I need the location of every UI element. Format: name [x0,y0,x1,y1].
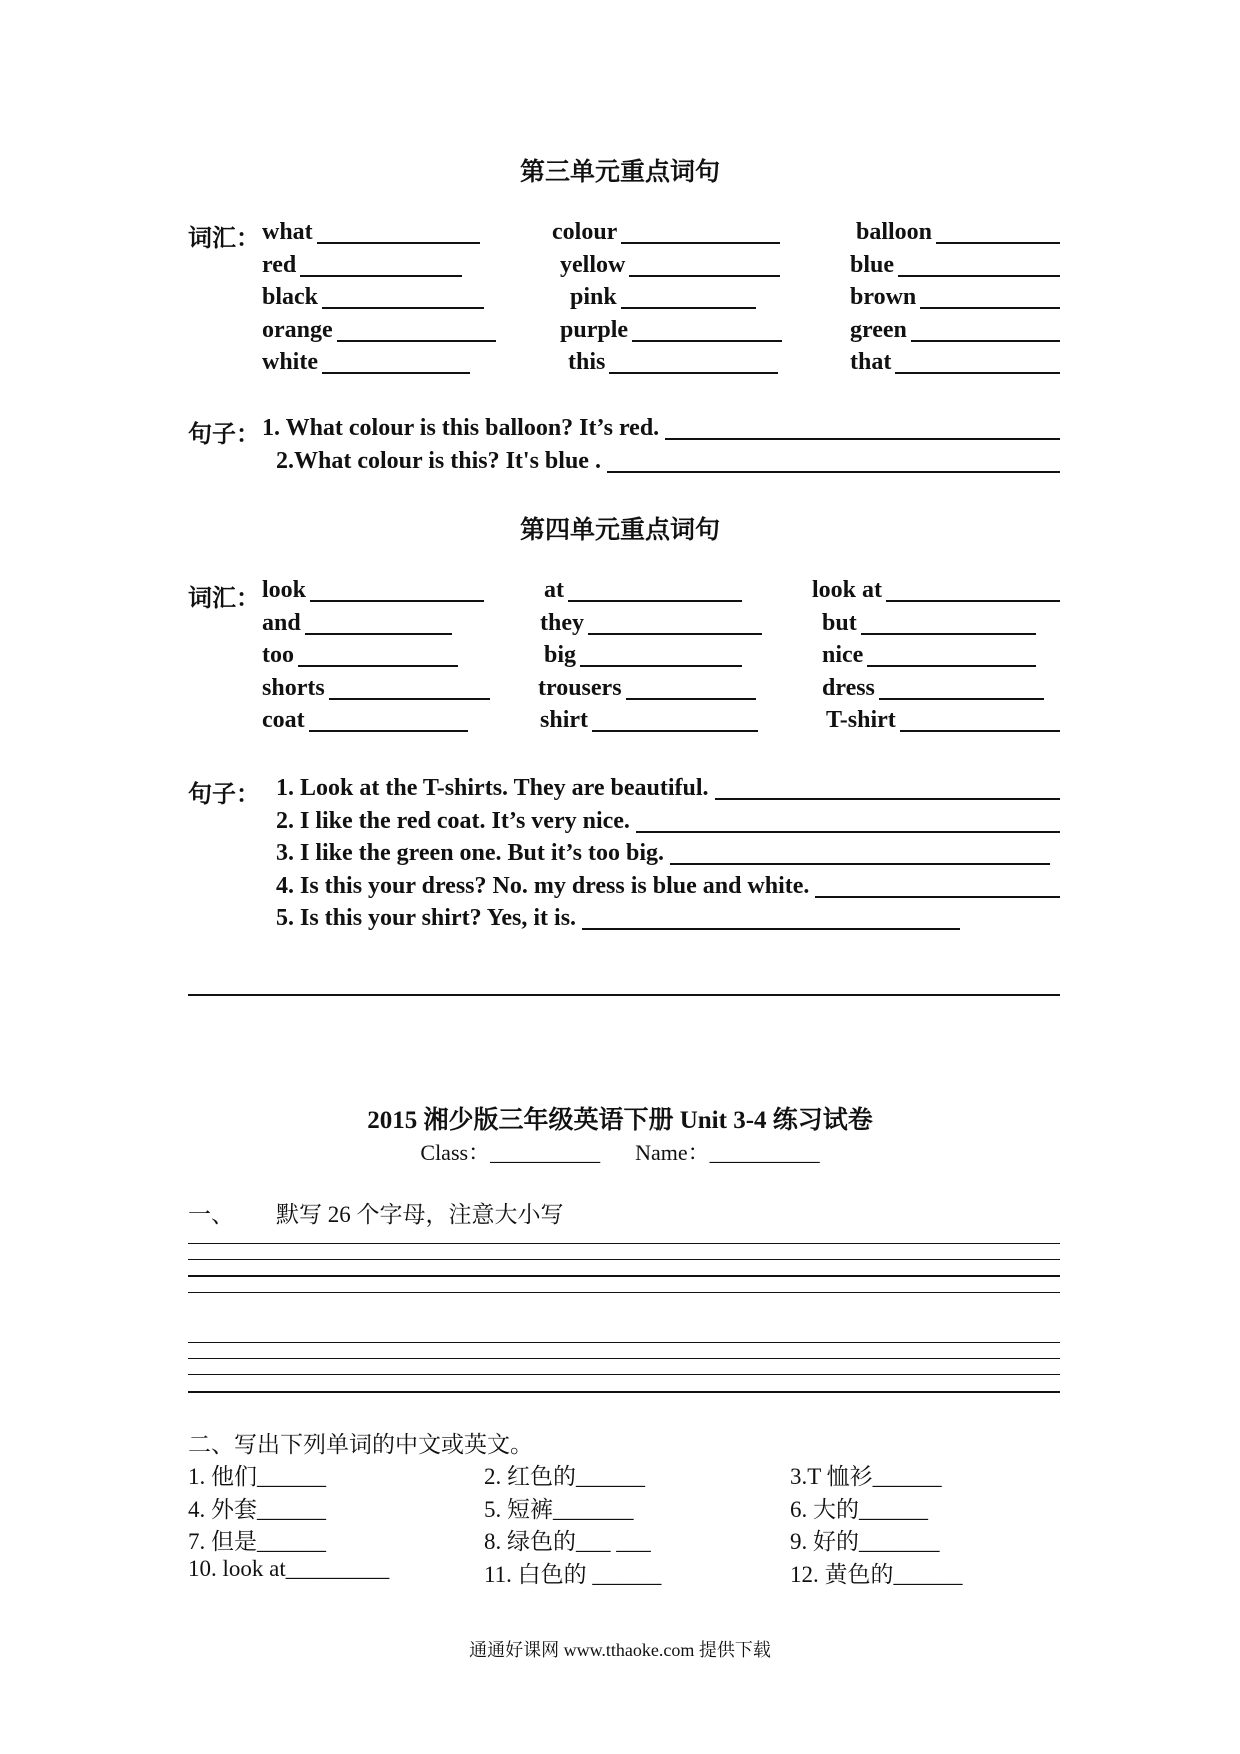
vocab-item [826,704,1060,734]
answer-blank[interactable] [920,307,1060,309]
answer-blank[interactable] [886,600,1060,602]
answer-blank[interactable] [337,340,496,342]
unit3-sentence-label: 句子： [188,422,260,448]
sentence-text: 4. Is this your dress? No. my dress is blue and white. [276,872,810,899]
answer-blank[interactable] [300,275,462,277]
unit4-title: 第四单元重点词句 [519,517,720,544]
answer-blank[interactable] [309,730,468,732]
answer-blank[interactable] [310,600,484,602]
unit3-title: 第三单元重点词句 [519,159,720,186]
vocab-word: green [850,316,907,343]
section1-number: 一、 [188,1202,234,1227]
vocab-word: they [540,609,584,636]
vocab-item [262,639,458,669]
unit4-sentence-label: 句子： [188,782,260,808]
vocab-word: coat [262,707,305,733]
translation-item[interactable]: 7. 但是______ [188,1529,326,1554]
answer-blank[interactable] [879,698,1044,700]
vocab-item [850,314,1060,344]
vocab-word: orange [262,316,333,343]
translation-blank[interactable] [665,438,1060,440]
answer-blank[interactable] [621,242,780,244]
translation-blank[interactable] [815,896,1060,898]
translation-item[interactable]: 11. 白色的 ______ [484,1561,662,1587]
vocab-item [568,346,778,376]
answer-blank[interactable] [936,242,1060,244]
translation-blank[interactable] [715,798,1060,800]
vocab-item [262,672,490,702]
translation-item[interactable]: 1. 他们______ [188,1464,326,1489]
vocab-word: trousers [538,674,622,701]
vocab-word: T-shirt [826,707,896,733]
translation-item[interactable]: 12. 黄色的______ [790,1561,963,1587]
vocab-word: big [544,642,577,668]
vocab-item [850,249,1060,279]
section1-instruction: 默写 26 个字母，注意大小写 [276,1202,564,1227]
sentence-text: 3. I like the green one. But it’s too big. [276,840,664,866]
vocab-item [856,216,1060,246]
answer-blank[interactable] [305,633,452,635]
sentence-item [276,445,1060,475]
vocab-word: and [262,609,301,636]
vocab-item [822,672,1044,702]
vocab-word: what [262,219,313,245]
vocab-item [544,639,742,669]
unit4-vocab-label: 词汇： [188,586,260,612]
sentence-text: 2. I like the red coat. It’s very nice. [276,807,630,834]
answer-blank[interactable] [861,633,1036,635]
section-divider [188,994,1060,996]
answer-blank[interactable] [911,340,1060,342]
vocab-word: at [544,577,564,603]
answer-blank[interactable] [867,665,1036,667]
translation-blank[interactable] [636,831,1060,833]
sentence-item [276,870,1060,900]
vocab-word: pink [570,284,617,310]
writing-line [188,1275,1060,1277]
translation-item[interactable]: 5. 短裤_______ [484,1496,634,1522]
writing-line [188,1292,1060,1293]
sentence-item [276,902,960,932]
translation-blank[interactable] [607,471,1060,473]
vocab-item [262,314,496,344]
vocab-item [560,314,782,344]
footer-credit: 通通好课网 www.tthaoke.com 提供下载 [469,1640,771,1660]
vocab-word: this [568,349,606,375]
answer-blank[interactable] [322,372,470,374]
answer-blank[interactable] [609,372,778,374]
name-field[interactable]: Name：__________ [635,1140,820,1165]
translation-blank[interactable] [670,863,1050,865]
vocab-word: too [262,642,294,668]
vocab-item [262,574,484,604]
vocab-word: yellow [560,251,626,278]
vocab-item [850,281,1060,311]
sentence-item [276,772,1060,802]
sentence-text: 5. Is this your shirt? Yes, it is. [276,905,577,931]
vocab-item [262,281,484,311]
vocab-item [262,346,470,376]
writing-line [188,1259,1060,1260]
writing-line [188,1374,1060,1375]
answer-blank[interactable] [298,665,458,667]
answer-blank[interactable] [322,307,484,309]
translation-item[interactable]: 2. 红色的______ [484,1464,645,1489]
writing-line [188,1342,1060,1343]
vocab-item [262,216,480,246]
vocab-word: red [262,251,297,278]
writing-line [188,1391,1060,1393]
answer-blank[interactable] [632,340,782,342]
vocab-item [850,346,1060,376]
vocab-item [570,281,756,311]
vocab-word: colour [552,219,618,245]
vocab-word: brown [850,284,917,310]
answer-blank[interactable] [626,698,756,700]
vocab-word: that [850,349,892,375]
vocab-item [822,639,1036,669]
vocab-item [262,607,452,637]
class-field[interactable]: Class：__________ [420,1140,601,1165]
sentence-item [276,805,1060,835]
sentence-item [276,837,1050,867]
vocab-item [262,249,462,279]
vocab-word: purple [560,316,629,343]
translation-item[interactable]: 6. 大的______ [790,1496,928,1522]
unit3-vocab-label: 词汇： [188,226,260,252]
translation-item[interactable]: 9. 好的_______ [790,1529,940,1554]
answer-blank[interactable] [629,275,780,277]
vocab-word: white [262,349,318,375]
writing-line [188,1358,1060,1359]
section2-heading: 二、写出下列单词的中文或英文。 [188,1432,533,1457]
vocab-item [552,216,780,246]
answer-blank[interactable] [900,730,1060,732]
vocab-item [822,607,1036,637]
sentence-text: 1. What colour is this balloon? It’s red. [262,415,660,441]
vocab-item [540,704,758,734]
answer-blank[interactable] [898,275,1060,277]
sentence-item [262,412,1060,442]
answer-blank[interactable] [329,698,490,700]
vocab-word: black [262,284,319,310]
translation-item[interactable]: 8. 绿色的___ ___ [484,1529,651,1554]
vocab-word: dress [822,674,875,701]
vocab-item [560,249,780,279]
vocab-item [538,672,756,702]
vocab-word: look [262,577,307,603]
vocab-item [812,574,1060,604]
translation-blank[interactable] [582,928,960,930]
answer-blank[interactable] [317,242,480,244]
vocab-word: look at [812,577,883,603]
vocab-word: nice [822,642,864,668]
translation-item[interactable]: 3.T 恤衫______ [790,1464,942,1489]
vocab-word: balloon [856,219,933,245]
answer-blank[interactable] [895,372,1060,374]
sentence-text: 1. Look at the T-shirts. They are beautiful. [276,775,709,801]
vocab-word: shorts [262,674,325,701]
vocab-item [544,574,742,604]
vocab-word: but [822,609,857,636]
translation-item[interactable]: 4. 外套______ [188,1496,326,1522]
answer-blank[interactable] [592,730,758,732]
translation-item[interactable]: 10. look at_________ [188,1555,390,1581]
answer-blank[interactable] [568,600,742,602]
vocab-word: shirt [540,707,588,733]
vocab-item [540,607,762,637]
answer-blank[interactable] [580,665,742,667]
vocab-word: blue [850,251,895,278]
writing-line [188,1243,1060,1244]
class-name-line [0,1136,1240,1167]
sentence-text: 2.What colour is this? It's blue . [276,447,601,474]
answer-blank[interactable] [621,307,756,309]
vocab-item [262,704,468,734]
exam-title: 2015 湘少版三年级英语下册 Unit 3-4 练习试卷 [367,1107,873,1134]
answer-blank[interactable] [588,633,762,635]
